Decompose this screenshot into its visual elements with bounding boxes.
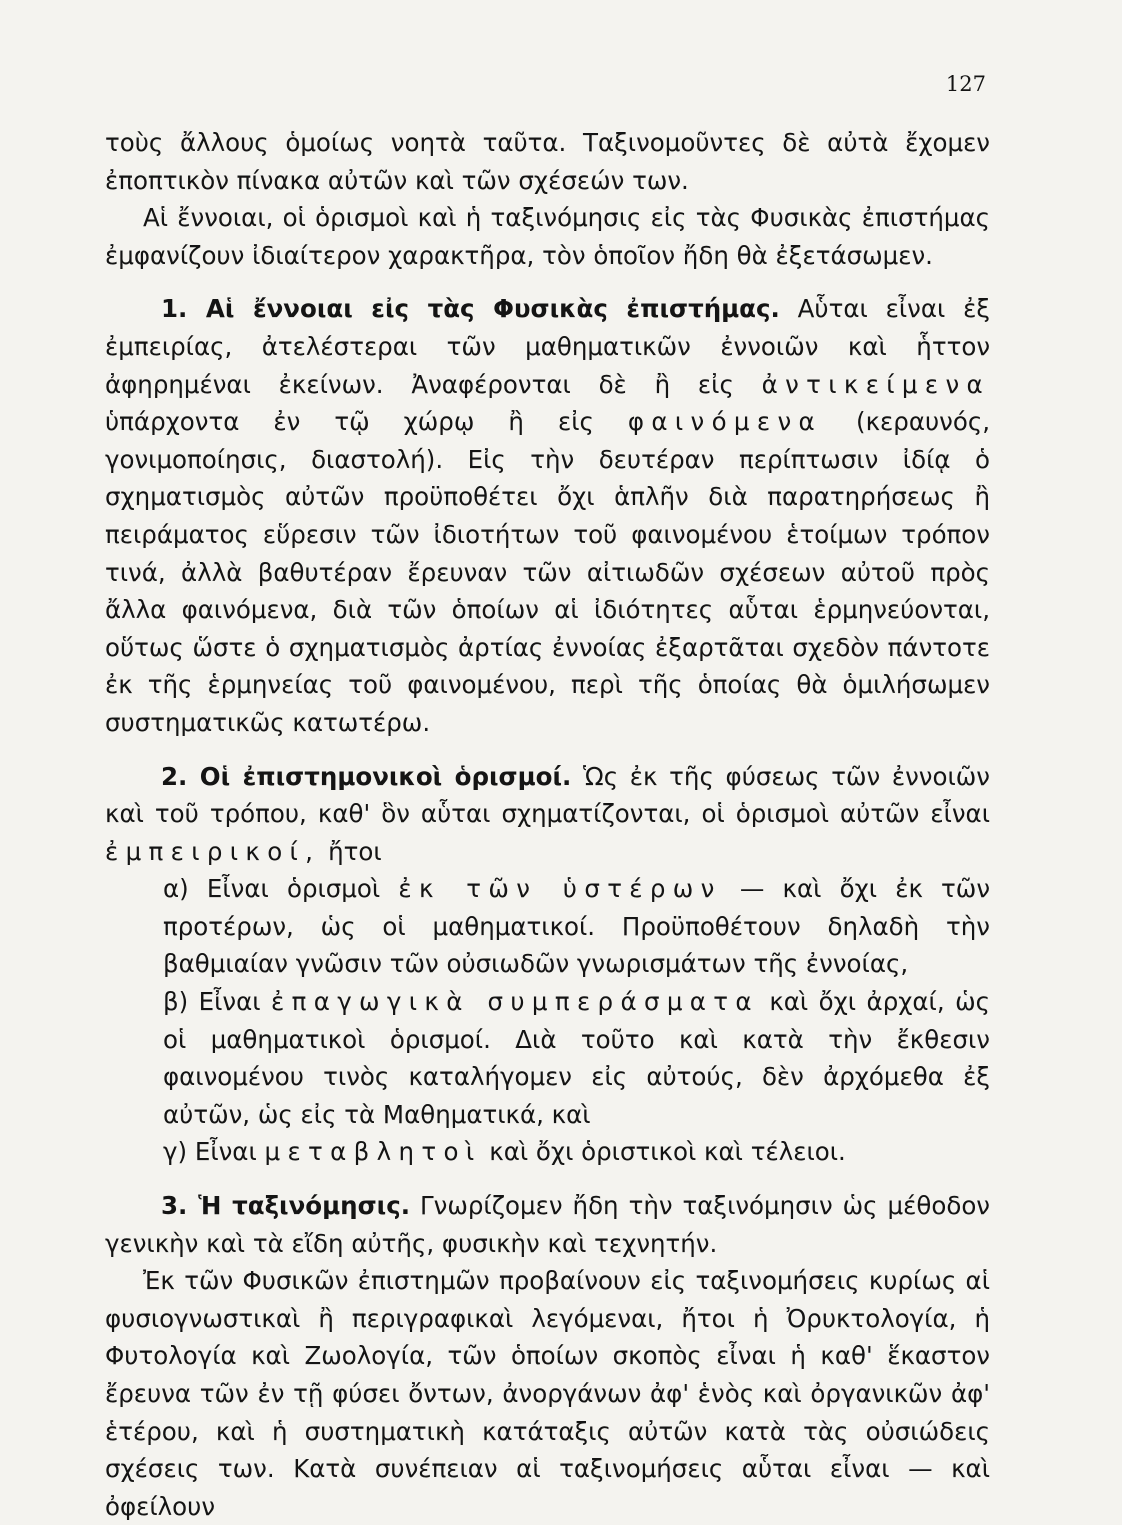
section-2-item-a <box>105 870 990 983</box>
item-b-term: ἐπαγωγικὰ συμπεράσματα <box>271 987 759 1017</box>
item-c-term: μεταβλητοὶ <box>264 1137 482 1167</box>
section-1-term-phenomena: φαινόμενα <box>627 407 822 437</box>
section-3-heading: 3. Ἡ ταξινόμησις. <box>161 1191 411 1221</box>
section-2-text-b: ἤτοι <box>320 836 382 866</box>
section-2-text-a: Ὡς ἐκ τῆς φύσεως τῶν ἐννοιῶν καὶ τοῦ τρόπου, καθ' ὃν αὗται σχηματίζονται, οἱ ὁρισμοὶ αὐτῶν εἶναι <box>105 761 990 829</box>
item-c-label: γ) Εἶναι <box>163 1137 265 1167</box>
item-a-label: α) Εἶναι ὁρισμοὶ <box>163 874 399 904</box>
section-2-item-b <box>105 983 990 1133</box>
section-3-text-a: Γνωρίζομεν ἤδη τὴν ταξινόμησιν ὡς μέθοδον γενικὴν καὶ τὰ εἴδη αὐτῆς, φυσικὴν καὶ τεχνητήν. <box>105 1191 990 1258</box>
section-1-text-c: (κεραυνός, γονιμοποίησις, διαστολή). Εἰς τὴν δευτέραν περίπτωσιν ἰδίᾳ ὁ σχηματισμὸς αὐτῶν προϋποθέτει ὄχι ἁπλῆν διὰ παρατηρήσεως ἢ πειράματος εὕρεσιν τῶν ἰδιοτήτων τοῦ φαινομένου ἑτοίμων τρόπον τινά, ἀλλὰ βαθυτέραν ἔρευναν τῶν αἰτιωδῶν σχέσεων αὐτοῦ πρὸς ἄλλα φαινόμενα, διὰ τῶν ὁποίων αἱ ἰδιότητες αὗται ἑρμηνεύονται, οὕτως ὥστε ὁ σχηματισμὸς ἀρτίας ἐννοίας ἐξαρτᾶται σχεδὸν πάντοτε ἐκ τῆς ἑρμηνείας τοῦ φαινομένου, περὶ τῆς ὁποίας θὰ ὁμιλήσωμεν συστηματικῶς κατωτέρω. <box>105 407 990 737</box>
item-b-label: β) Εἶναι <box>163 987 272 1017</box>
item-c-text: καὶ ὄχι ὁριστικοὶ καὶ τέλειοι. <box>481 1137 846 1167</box>
item-b-text: καὶ ὄχι ἀρχαί, ὡς οἱ μαθηματικοὶ ὁρισμοί. Διὰ τοῦτο καὶ κατὰ τὴν ἔκθεσιν φαινομένου τινὸς καταλήγομεν εἰς αὐτούς, δὲν ἀρχόμεθα ἐξ αὐτῶν, ὡς εἰς τὰ Μαθηματικά, καὶ <box>163 987 990 1129</box>
section-1-text-b: ὑπάρχοντα ἐν τῷ χώρῳ ἢ εἰς <box>105 407 628 437</box>
page-body <box>105 124 990 1525</box>
item-a-term: ἐκ τῶν ὑστέρων <box>398 874 722 904</box>
section-2-item-c <box>105 1133 990 1171</box>
section-1-text-a: Αὗται εἶναι ἐξ ἐμπειρίας, ἀτελέστεραι τῶν μαθηματικῶν ἐννοιῶν καὶ ἧττον ἀφηρημέναι ἐκείνων. Ἀναφέρονται δὲ ἢ εἰς <box>105 294 990 399</box>
section-2-term-empirical: ἐμπειρικοί, <box>105 836 321 866</box>
section-2-paragraph <box>105 758 990 871</box>
section-3-paragraph <box>105 1187 990 1262</box>
section-1-term-objects: ἀντικείμενα <box>761 369 990 399</box>
intro-paragraph-2: Αἱ ἔννοιαι, οἱ ὁρισμοὶ καὶ ἡ ταξινόμησις εἰς τὰς Φυσικὰς ἐπιστήμας ἐμφανίζουν ἰδιαίτερον χαρακτῆρα, τὸν ὁποῖον ἤδη θὰ ἐξετάσωμεν. <box>105 203 990 270</box>
section-2-heading: 2. Οἱ ἐπιστημονικοὶ ὁρισμοί. <box>161 761 572 791</box>
section-1-paragraph <box>105 290 990 741</box>
page-number: 127 <box>945 72 986 96</box>
section-3-paragraph-2: Ἐκ τῶν Φυσικῶν ἐπιστημῶν προβαίνουν εἰς ταξινομήσεις κυρίως αἱ φυσιογνωστικαὶ ἢ περιγραφικαὶ λεγόμεναι, ἤτοι ἡ Ὀρυκτολογία, ἡ Φυτολογία καὶ Ζωολογία, τῶν ὁποίων σκοπὸς εἶναι ἡ καθ' ἕκαστον ἔρευνα τῶν ἐν τῇ φύσει ὄντων, ἀνοργάνων ἀφ' ἑνὸς καὶ ὀργανικῶν ἀφ' ἑτέρου, καὶ ἡ συστηματικὴ κατάταξις αὐτῶν κατὰ τὰς οὐσιώδεις σχέσεις των. Κατὰ συνέπειαν αἱ ταξινομήσεις αὗται εἶναι — καὶ ὀφείλουν <box>105 1266 990 1521</box>
intro-paragraph-1: τοὺς ἄλλους ὁμοίως νοητὰ ταῦτα. Ταξινομοῦντες δὲ αὐτὰ ἔχομεν ἐποπτικὸν πίνακα αὐτῶν καὶ τῶν σχέσεών των. <box>105 128 990 195</box>
item-a-text: — καὶ ὄχι ἐκ τῶν προτέρων, ὡς οἱ μαθηματικοί. Προϋποθέτουν δηλαδὴ τὴν βαθμιαίαν γνῶσιν τῶν οὐσιωδῶν γνωρισμάτων τῆς ἐννοίας, <box>163 874 991 979</box>
section-1-heading: 1. Αἱ ἔννοιαι εἰς τὰς Φυσικὰς ἐπιστήμας. <box>161 294 780 324</box>
